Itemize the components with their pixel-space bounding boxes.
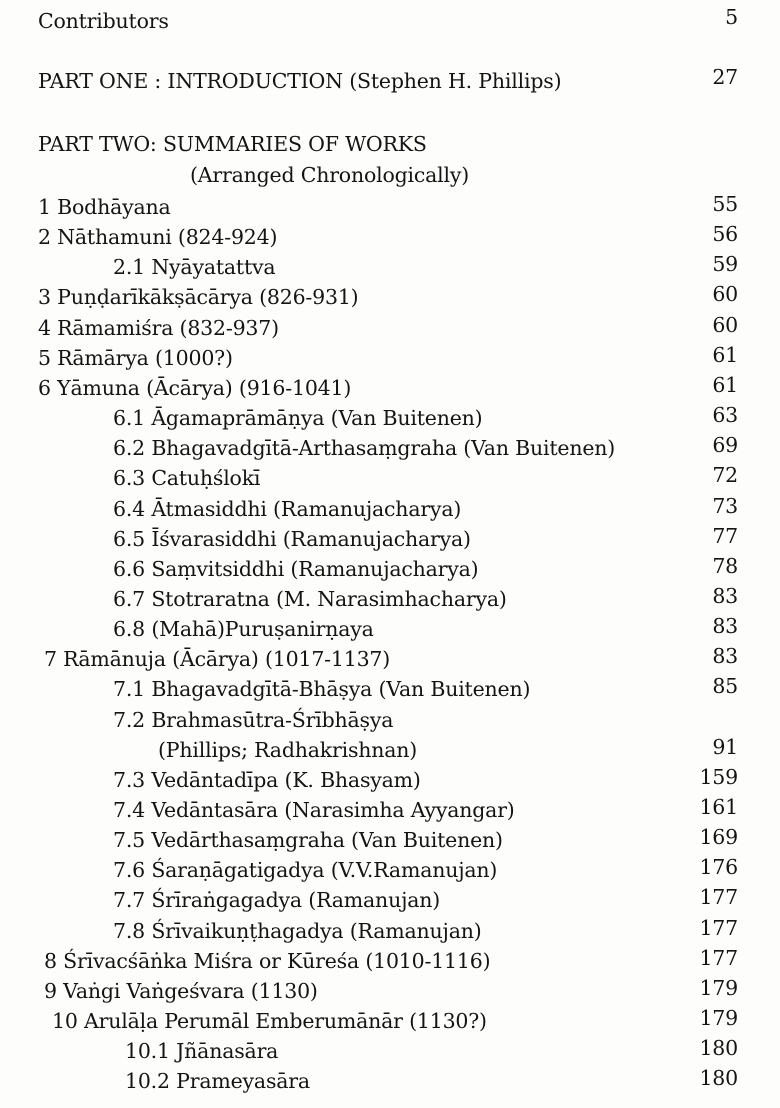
toc-entry <box>0 946 780 976</box>
entry-page: 73 <box>712 493 738 518</box>
entry-title: 6.4 Ātmasiddhi (Ramanujacharya) <box>113 496 462 521</box>
entry-title: 7.3 Vedāntadīpa (K. Bhasyam) <box>113 767 421 792</box>
entry-title: 6.6 Saṃvitsiddhi (Ramanujacharya) <box>113 556 479 581</box>
toc-entry <box>0 976 780 1006</box>
toc-entry <box>0 1006 780 1036</box>
entry-page: 85 <box>712 674 738 699</box>
toc-entry <box>0 192 780 222</box>
entry-title: 7.1 Bhagavadgītā-Bhāṣya (Van Buitenen) <box>113 677 531 702</box>
toc-entry <box>0 554 780 584</box>
part-two-title: PART TWO: SUMMARIES OF WORKS <box>38 132 427 156</box>
entry-page: 177 <box>699 945 738 970</box>
entry-title: 7.7 Śrīraṅgagadya (Ramanujan) <box>113 888 441 913</box>
entry-title: 7.5 Vedārthasaṃgraha (Van Buitenen) <box>113 828 503 853</box>
entry-title: 6.8 (Mahā)Puruṣanirṇaya <box>113 617 374 642</box>
entry-page: 179 <box>699 1006 738 1031</box>
entry-page: 179 <box>699 975 738 1000</box>
entry-title: 6.3 Catuḥślokī <box>113 466 261 491</box>
entry-page: 72 <box>712 463 738 488</box>
entry-title: 4 Rāmamiśra (832-937) <box>38 315 279 340</box>
entry-title: 7.4 Vedāntasāra (Narasimha Ayyangar) <box>113 798 515 822</box>
entry-page: 180 <box>699 1036 738 1061</box>
entry-page: 180 <box>699 1066 738 1091</box>
toc-entry <box>0 524 780 554</box>
entry-page: 69 <box>712 433 738 458</box>
entry-page: 61 <box>712 342 738 367</box>
entry-title: 8 Śrīvacśāṅka Miśra or Kūreśa (1010-1116) <box>44 948 491 973</box>
toc-entry <box>0 584 780 614</box>
entry-page: 177 <box>699 915 738 940</box>
part-two-subheading <box>0 160 780 190</box>
entry-title: 10.1 Jñānasāra <box>125 1039 279 1064</box>
toc-entry <box>0 855 780 885</box>
toc-entry <box>0 644 780 674</box>
entry-page: 83 <box>712 614 738 639</box>
toc-entry <box>0 403 780 433</box>
entry-page: 60 <box>712 282 738 307</box>
toc-entry <box>0 282 780 312</box>
entry-title: 7.2 Brahmasūtra-Śrībhāṣya <box>113 707 394 732</box>
entry-title: 6 Yāmuna (Ācārya) (916-1041) <box>38 375 352 400</box>
entry-title: 1 Bodhāyana <box>38 195 171 219</box>
entry-page: 55 <box>712 192 738 216</box>
toc-entry-contributors <box>0 6 780 36</box>
toc-entry <box>0 222 780 252</box>
entry-page: 78 <box>712 553 738 578</box>
toc-entry <box>0 463 780 493</box>
toc-entry <box>0 494 780 524</box>
entry-title: 5 Rāmārya (1000?) <box>38 345 233 370</box>
entry-page: 63 <box>712 403 738 428</box>
toc-entry <box>0 795 780 825</box>
entry-page: 91 <box>712 734 738 759</box>
entry-title: Contributors <box>38 9 169 33</box>
toc-entry <box>0 705 780 735</box>
entry-title: 10.2 Prameyasāra <box>125 1069 310 1094</box>
entry-page: 177 <box>699 885 738 910</box>
toc-entry <box>0 373 780 403</box>
entry-title: 7 Rāmānuja (Ācārya) (1017-1137) <box>44 647 391 672</box>
toc-entry <box>0 252 780 282</box>
entry-title: 6.5 Īśvarasiddhi (Ramanujacharya) <box>113 526 471 551</box>
part-two-subtitle: (Arranged Chronologically) <box>190 163 470 187</box>
entry-page: 83 <box>712 583 738 608</box>
toc-entry <box>0 313 780 343</box>
entry-page: 56 <box>712 222 738 247</box>
toc-entry <box>0 916 780 946</box>
entry-page: 59 <box>712 252 738 277</box>
part-two-heading <box>0 129 780 159</box>
entry-page: 27 <box>712 65 738 89</box>
entry-page: 61 <box>712 372 738 397</box>
toc-entry <box>0 1036 780 1066</box>
entry-page: 77 <box>712 523 738 548</box>
toc-entry <box>0 674 780 704</box>
entry-page: 169 <box>699 825 738 850</box>
toc-entry <box>0 735 780 765</box>
entry-title: 10 Arulāḷa Perumāl Emberumānār (1130?) <box>52 1009 487 1034</box>
entry-page: 161 <box>699 795 738 819</box>
entry-page: 60 <box>712 312 738 337</box>
toc-entry <box>0 1066 780 1096</box>
toc-entry <box>0 765 780 795</box>
entry-title: 6.1 Āgamaprāmāṇya (Van Buitenen) <box>113 406 483 431</box>
entry-title: PART ONE : INTRODUCTION (Stephen H. Phillips) <box>38 69 562 93</box>
entry-title: 3 Puṇḍarīkākṣācārya (826-931) <box>38 285 359 310</box>
toc-entry-part-one <box>0 66 780 96</box>
entry-title: 7.6 Śaraṇāgatigadya (V.V.Ramanujan) <box>113 858 498 883</box>
toc-entry <box>0 343 780 373</box>
entry-page: 159 <box>699 764 738 789</box>
entry-title: 6.7 Stotraratna (M. Narasimhacharya) <box>113 586 507 611</box>
entry-title: 7.8 Śrīvaikuṇṭhagadya (Ramanujan) <box>113 918 482 943</box>
entry-page: 83 <box>712 644 738 669</box>
entry-title: 9 Vaṅgi Vaṅgeśvara (1130) <box>44 978 318 1003</box>
entry-title: 2.1 Nyāyatattva <box>113 255 276 280</box>
entry-title: 2 Nāthamuni (824-924) <box>38 225 278 250</box>
toc-entry <box>0 433 780 463</box>
entry-page: 176 <box>699 855 738 880</box>
entry-title: (Phillips; Radhakrishnan) <box>158 737 418 762</box>
entry-title: 6.2 Bhagavadgītā-Arthasaṃgraha (Van Buitenen) <box>113 436 616 461</box>
toc-entry <box>0 614 780 644</box>
toc-entry <box>0 885 780 915</box>
entry-page: 5 <box>725 5 738 29</box>
toc-entry <box>0 825 780 855</box>
